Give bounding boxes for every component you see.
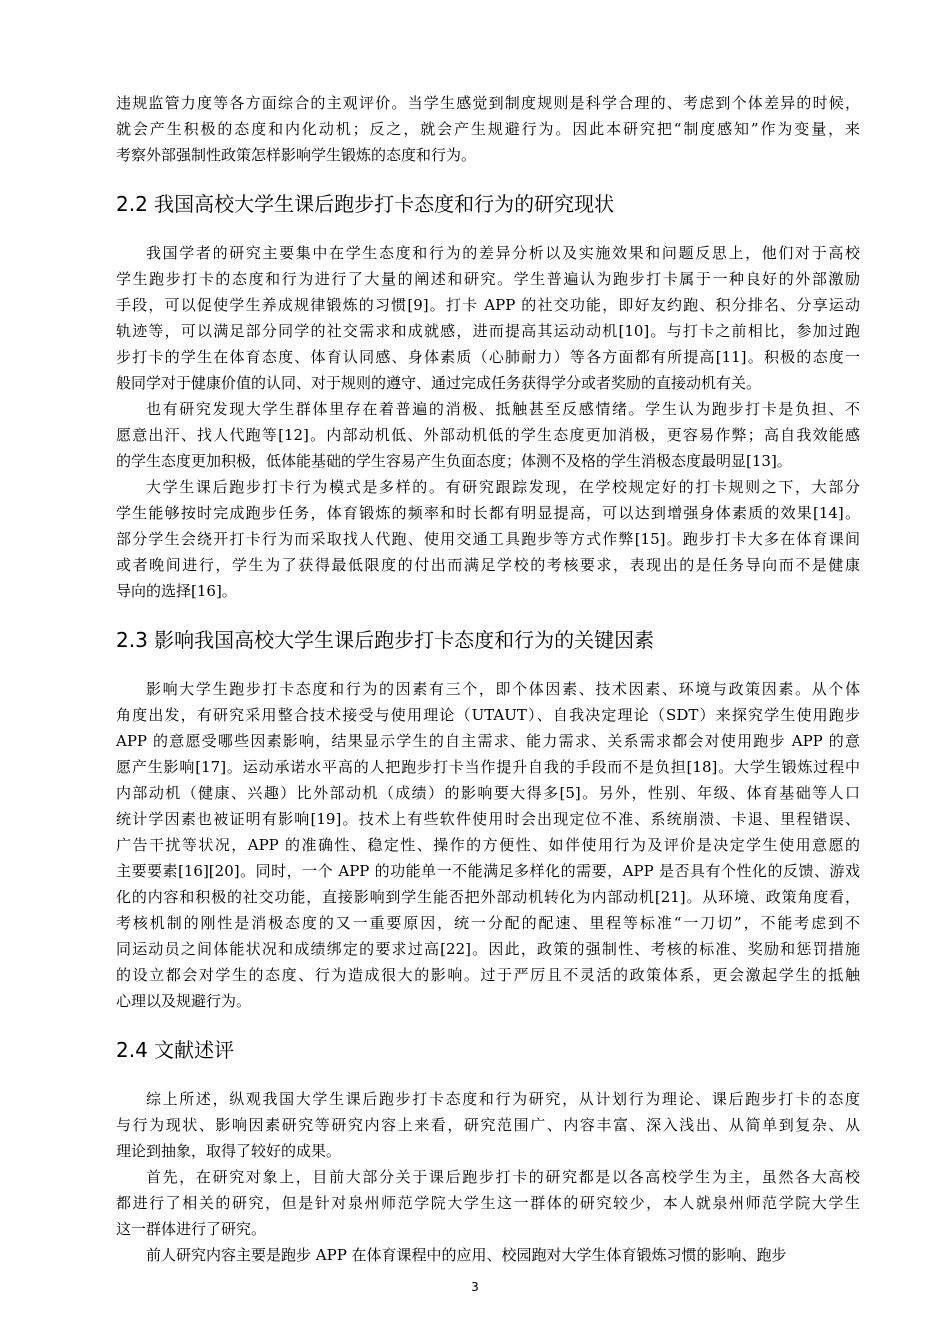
section-heading: 2.2 我国高校大学生课后跑步打卡态度和行为的研究现状 [116, 192, 615, 216]
paragraph-line: 般同学对于健康价值的认同、对于规则的遵守、通过完成任务获得学分或者奖励的直接动机有关。 [116, 374, 762, 392]
paragraph-line: 我国学者的研究主要集中在学生态度和行为的差异分析以及实施效果和问题反思上，他们对于高校 [146, 244, 860, 262]
paragraph-line: 统计学因素也被证明有影响[19]。技术上有些软件使用时会出现定位不准、系统崩溃、卡退、里程错误、 [116, 810, 860, 828]
paragraph-line: 理论到抽象，取得了较好的成果。 [116, 1142, 342, 1160]
paragraph-line: 都进行了相关的研究，但是针对泉州师范学院大学生这一群体的研究较少，本人就泉州师范学院大学生 [116, 1194, 860, 1212]
paragraph-line: 的学生态度更加积极，低体能基础的学生容易产生负面态度；体测不及格的学生消极态度最明显[13]。 [116, 452, 792, 470]
paragraph-line: 或者晚间进行，学生为了获得最低限度的付出而满足学校的考核要求，表现出的是任务导向而不是健康 [116, 556, 860, 574]
section-heading: 2.4 文献述评 [116, 1038, 235, 1062]
paragraph-line: 主要要素[16][20]。同时，一个 APP 的功能单一不能满足多样化的需要，APP 是否具有个性化的反馈、游戏 [116, 862, 860, 880]
paragraph-line: 大学生课后跑步打卡行为模式是多样的。有研究跟踪发现，在学校规定好的打卡规则之下，大部分 [146, 478, 860, 496]
paragraph-line: 导向的选择[16]。 [116, 582, 237, 600]
paragraph-line: 首先，在研究对象上，目前大部分关于课后跑步打卡的研究都是以各高校学生为主，虽然各大高校 [146, 1168, 860, 1186]
paragraph-line: 广告干扰等状况，APP 的准确性、稳定性、操作的方便性、如伴使用行为及评价是决定学生使用意愿的 [116, 836, 860, 854]
page-number: 3 [471, 1280, 479, 1294]
paragraph-line: 影响大学生跑步打卡态度和行为的因素有三个，即个体因素、技术因素、环境与政策因素。从个体 [146, 680, 860, 698]
paragraph-line: 化的内容和积极的社交功能，直接影响到学生能否把外部动机转化为内部动机[21]。从环境、政策角度看， [116, 888, 860, 906]
paragraph-line: 手段，可以促使学生养成规律锻炼的习惯[9]。打卡 APP 的社交功能，即好友约跑、积分排名、分享运动 [116, 296, 860, 314]
paragraph-line: 学生跑步打卡的态度和行为进行了大量的阐述和研究。学生普遍认为跑步打卡属于一种良好的外部激励 [116, 270, 860, 288]
paragraph-line: 考察外部强制性政策怎样影响学生锻炼的态度和行为。 [116, 146, 477, 164]
paragraph-line: 心理以及规避行为。 [116, 992, 252, 1010]
paragraph-line: 违规监管力度等各方面综合的主观评价。当学生感觉到制度规则是科学合理的、考虑到个体差异的时候， [116, 94, 860, 112]
paragraph-line: 的设立都会对学生的态度、行为造成很大的影响。过于严厉且不灵活的政策体系，更会激起学生的抵触 [116, 966, 860, 984]
section-heading: 2.3 影响我国高校大学生课后跑步打卡态度和行为的关键因素 [116, 628, 655, 652]
paragraph-line: 愿产生影响[17]。运动承诺水平高的人把跑步打卡当作提升自我的手段而不是负担[18]。大学生锻炼过程中 [116, 758, 860, 776]
paragraph-line: 内部动机（健康、兴趣）比外部动机（成绩）的影响要大得多[5]。另外，性别、年级、体育基础等人口 [116, 784, 860, 802]
paragraph-line: 学生能够按时完成跑步任务，体育锻炼的频率和时长都有明显提高，可以达到增强身体素质的效果[14]。 [116, 504, 860, 522]
paragraph-line: 也有研究发现大学生群体里存在着普遍的消极、抵触甚至反感情绪。学生认为跑步打卡是负担、不 [146, 400, 860, 418]
paragraph-line: 这一群体进行了研究。 [116, 1220, 267, 1238]
paragraph-line: 综上所述，纵观我国大学生课后跑步打卡态度和行为研究，从计划行为理论、课后跑步打卡的态度 [146, 1090, 860, 1108]
paragraph-line: 考核机制的刚性是消极态度的又一重要原因，统一分配的配速、里程等标准“一刀切”，不能考虑到不 [116, 914, 860, 932]
paragraph-line: 前人研究内容主要是跑步 APP 在体育课程中的应用、校园跑对大学生体育锻炼习惯的影响、跑步 [146, 1246, 787, 1264]
paragraph-line: APP 的意愿受哪些因素影响，结果显示学生的自主需求、能力需求、关系需求都会对使用跑步 APP 的意 [116, 732, 860, 750]
paragraph-line: 愿意出汗、找人代跑等[12]。内部动机低、外部动机低的学生态度更加消极，更容易作弊；高自我效能感 [116, 426, 860, 444]
paragraph-line: 角度出发，有研究采用整合技术接受与使用理论（UTAUT）、自我决定理论（SDT）来探究学生使用跑步 [116, 706, 860, 724]
paragraph-line: 与行为现状、影响因素研究等研究内容上来看，研究范围广、内容丰富、深入浅出、从简单到复杂、从 [116, 1116, 860, 1134]
paragraph-line: 同运动员之间体能状况和成绩绑定的要求过高[22]。因此，政策的强制性、考核的标准、奖励和惩罚措施 [116, 940, 860, 958]
paragraph-line: 轨迹等，可以满足部分同学的社交需求和成就感，进而提高其运动动机[10]。与打卡之前相比，参加过跑 [116, 322, 860, 340]
paragraph-line: 步打卡的学生在体育态度、体育认同感、身体素质（心肺耐力）等各方面都有所提高[11]。积极的态度一 [116, 348, 860, 366]
paragraph-line: 部分学生会绕开打卡行为而采取找人代跑、使用交通工具跑步等方式作弊[15]。跑步打卡大多在体育课间 [116, 530, 860, 548]
paragraph-line: 就会产生积极的态度和内化动机；反之，就会产生规避行为。因此本研究把“制度感知”作为变量，来 [116, 120, 860, 138]
